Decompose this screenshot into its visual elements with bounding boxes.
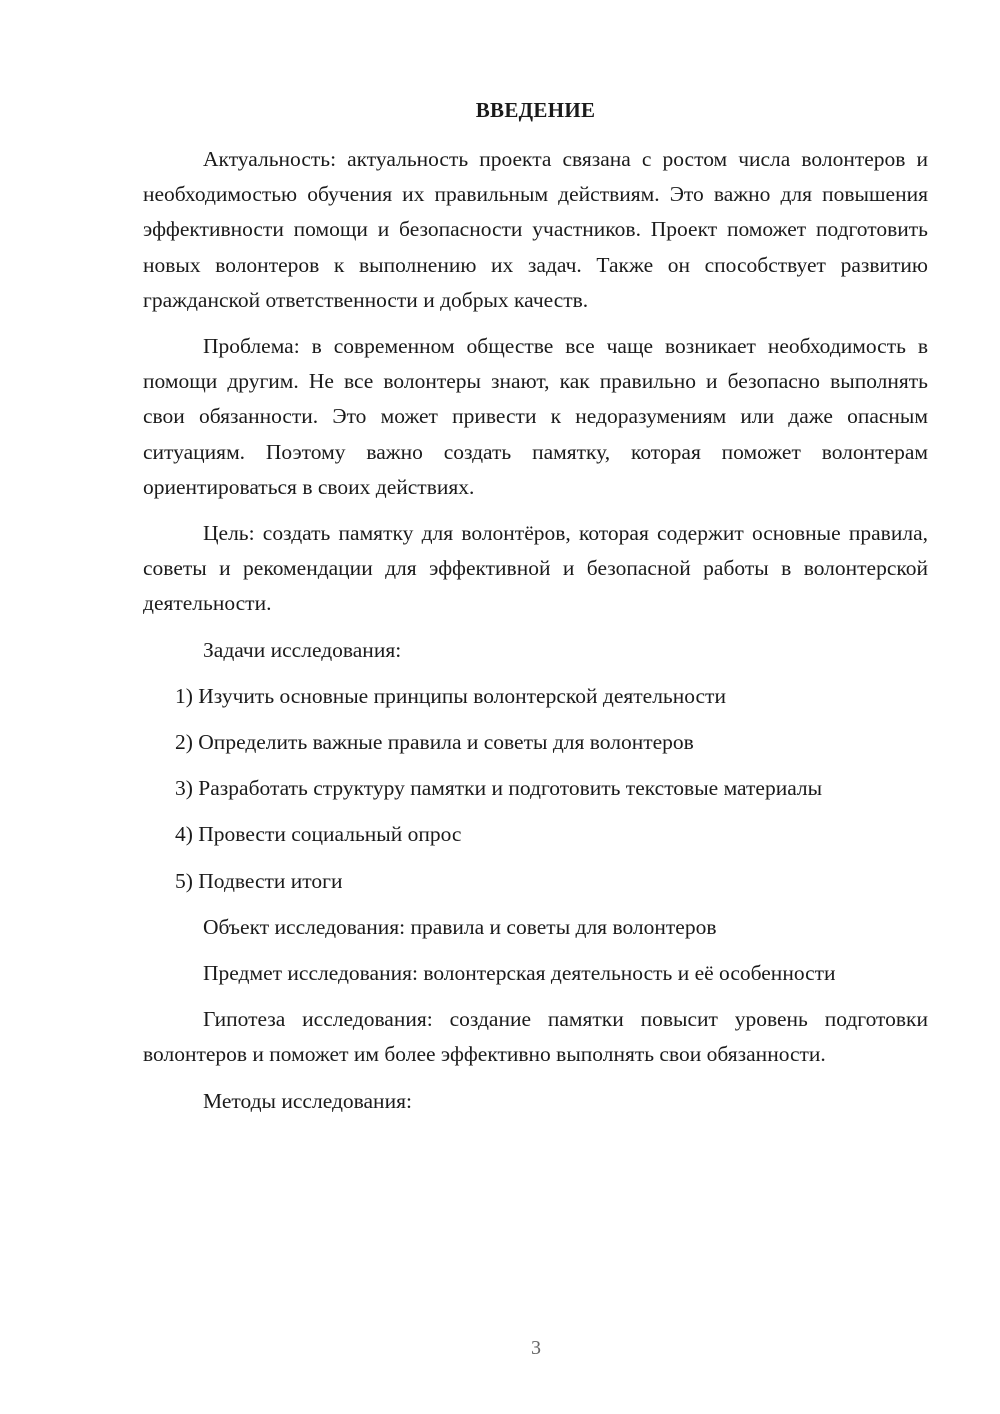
list-item-task-1: 1) Изучить основные принципы волонтерской деятельности [175,683,726,708]
paragraph-relevance: Актуальность: актуальность проекта связана с ростом числа волонтеров и необходимостью обучения их правильным действиям. Это важно для повышения эффективности помощи и безопасности участников. Проект поможет подготовить новых волонтеров к выполнению их задач. Также он способствует развитию гражданской ответственности и добрых качеств. [143,147,928,312]
list-item-task-2: 2) Определить важные правила и советы для волонтеров [175,730,694,755]
list-item-task-4: 4) Провести социальный опрос [175,822,462,847]
page-title: ВВЕДЕНИЕ [475,98,596,122]
paragraph-goal: Цель: создать памятку для волонтёров, которая содержит основные правила, советы и рекомендации для эффективной и безопасной работы в волонтерской деятельности. [143,521,928,616]
paragraph-hypothesis: Гипотеза исследования: создание памятки повысит уровень подготовки волонтеров и поможет им более эффективно выполнять свои обязанности. [143,1007,928,1067]
document-body [143,142,928,1130]
page-number: 3 [531,1337,541,1359]
paragraph-subject: Предмет исследования: волонтерская деятельность и её особенности [203,961,836,986]
list-item-task-5: 5) Подвести итоги [175,868,343,893]
list-item-task-3: 3) Разработать структуру памятки и подготовить текстовые материалы [175,776,823,801]
paragraph-object: Объект исследования: правила и советы для волонтеров [203,914,717,939]
paragraph-tasks-heading: Задачи исследования: [203,637,402,662]
paragraph-problem: Проблема: в современном обществе все чаще возникает необходимость в помощи другим. Не все волонтеры знают, как правильно и безопасно выполнять свои обязанности. Это может привести к недоразумениям или даже опасным ситуациям. Поэтому важно создать памятку, которая поможет волонтерам ориентироваться в своих действиях. [143,334,928,499]
paragraph-methods-heading: Методы исследования: [203,1088,412,1113]
